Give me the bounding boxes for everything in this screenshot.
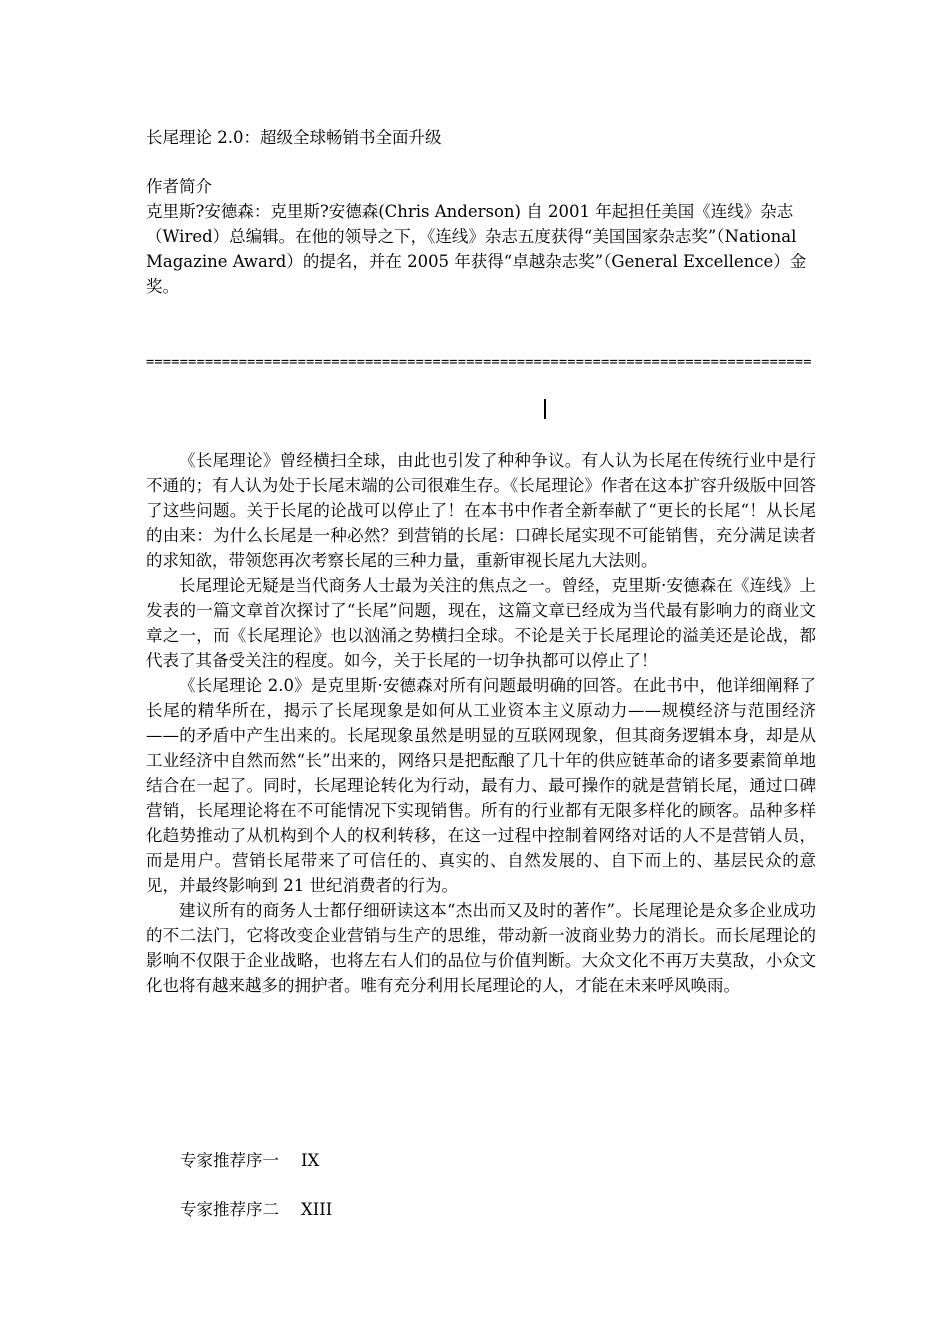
author-section [146,174,816,299]
book-description [146,448,816,998]
paragraph-2: 长尾理论无疑是当代商务人士最为关注的焦点之一。曾经，克里斯·安德森在《连线》上发表的一篇文章首次探讨了“长尾”问题，现在，这篇文章已经成为当代最有影响力的商业文章之一，而《长尾理论》也以汹涌之势横扫全球。不论是关于长尾理论的溢美还是论战，都代表了其备受关注的程度。如今，关于长尾的一切争执都可以停止了！ [146,576,816,670]
author-heading: 作者简介 [146,177,212,196]
toc-entry [180,1197,332,1222]
author-bio: 克里斯?安德森：克里斯?安德森(Chris Anderson) 自 2001 年起担任美国《连线》杂志（Wired）总编辑。在他的领导之下，《连线》杂志五度获得“美国国家杂志奖”（National Magazine Award）的提名，并在 2005 年获得“卓越杂志奖”（General Excellence）金奖。 [146,202,807,296]
paragraph-4: 建议所有的商务人士都仔细研读这本“杰出而又及时的著作”。长尾理论是众多企业成功的不二法门，它将改变企业营销与生产的思维，带动新一波商业势力的消长。而长尾理论的影响不仅限于企业战略，也将左右人们的品位与价值判断。大众文化不再万夫莫敌，小众文化也将有越来越多的拥护者。唯有充分利用长尾理论的人，才能在未来呼风唤雨。 [146,901,816,995]
paragraph-3: 《长尾理论 2.0》是克里斯·安德森对所有问题最明确的回答。在此书中，他详细阐释了长尾的精华所在，揭示了长尾现象是如何从工业资本主义原动力——规模经济与范围经济——的矛盾中产生出来的。长尾现象虽然是明显的互联网现象，但其商务逻辑本身，却是从工业经济中自然而然“长”出来的，网络只是把酝酿了几十年的供应链革命的诸多要素简单地结合在一起了。同时，长尾理论转化为行动，最有力、最可操作的就是营销长尾，通过口碑营销，长尾理论将在不可能情况下实现销售。所有的行业都有无限多样化的顾客。品种多样化趋势推动了从机构到个人的权利转移，在这一过程中控制着网络对话的人不是营销人员，而是用户。营销长尾带来了可信任的、真实的、自然发展的、自下而上的、基层民众的意见，并最终影响到 21 世纪消费者的行为。 [146,676,816,895]
toc-label: 专家推荐序一 [180,1151,279,1170]
paragraph-1: 《长尾理论》曾经横扫全球，由此也引发了种种争议。有人认为长尾在传统行业中是行不通的；有人认为处于长尾末端的公司很难生存。《长尾理论》作者在这本扩容升级版中回答了这些问题。关于长尾的论战可以停止了！在本书中作者全新奉献了“更长的长尾“！从长尾的由来：为什么长尾是一种必然？到营销的长尾：口碑长尾实现不可能销售，充分满足读者的求知欲，带领您再次考察长尾的三种力量，重新审视长尾九大法则。 [146,451,816,570]
toc-page-number: IX [301,1151,320,1170]
toc-label: 专家推荐序二 [180,1200,279,1219]
document-title: 长尾理论 2.0：超级全球畅销书全面升级 [146,128,442,147]
toc-page-number: XIII [301,1200,333,1219]
text-cursor [544,399,546,419]
toc-entry [180,1148,319,1173]
divider-line: =============================================================================== [146,354,812,370]
